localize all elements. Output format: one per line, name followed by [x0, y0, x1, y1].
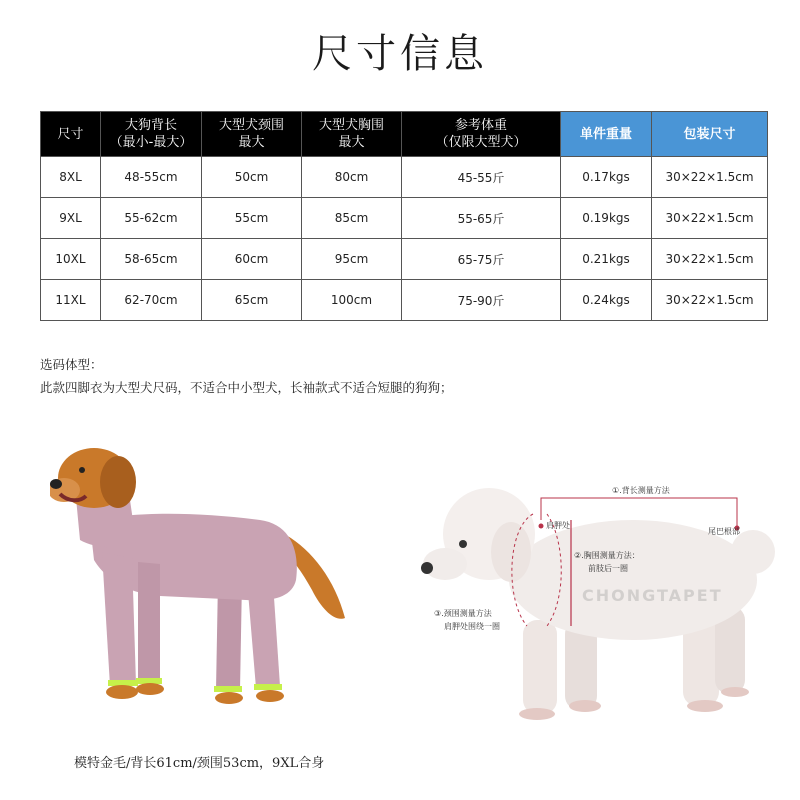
table-row — [41, 198, 768, 239]
cell-back-length: 62-70cm — [101, 280, 202, 321]
cell-chest-girth: 85cm — [302, 198, 402, 239]
cell-size: 9XL — [41, 198, 101, 239]
cell-neck-girth: 50cm — [202, 157, 302, 198]
neck-method-label: ③.颈围测量方法 — [434, 609, 492, 618]
cell-reference-weight: 45-55斤 — [402, 157, 561, 198]
cell-reference-weight: 65-75斤 — [402, 239, 561, 280]
cell-package-size: 30×22×1.5cm — [652, 157, 768, 198]
cell-reference-weight: 55-65斤 — [402, 198, 561, 239]
chest-method-detail: 前肢后一圈 — [588, 564, 628, 573]
cell-item-weight: 0.21kgs — [561, 239, 652, 280]
neck-method-detail: 肩胛处围绕一圈 — [444, 622, 500, 631]
size-selection-note: 此款四脚衣为大型犬尺码，不适合中小型犬，长袖款式不适合短腿的狗狗； — [40, 380, 453, 395]
header-size: 尺寸 — [41, 112, 101, 157]
table-row — [41, 280, 768, 321]
watermark-text: CHONGTAPET — [582, 586, 723, 605]
table-row — [41, 157, 768, 198]
header-back-length: 大狗背长 （最小-最大） — [101, 112, 202, 157]
cell-item-weight: 0.24kgs — [561, 280, 652, 321]
back-length-label: ①.背长测量方法 — [612, 486, 670, 495]
model-caption: 模特金毛/背长61cm/颈围53cm，9XL合身 — [74, 756, 325, 771]
cell-package-size: 30×22×1.5cm — [652, 239, 768, 280]
header-chest-girth: 大型犬胸围 最大 — [302, 112, 402, 157]
cell-item-weight: 0.19kgs — [561, 198, 652, 239]
page-title: 尺寸信息 — [312, 31, 488, 77]
cell-reference-weight: 75-90斤 — [402, 280, 561, 321]
cell-back-length: 58-65cm — [101, 239, 202, 280]
cell-package-size: 30×22×1.5cm — [652, 280, 768, 321]
cell-neck-girth: 60cm — [202, 239, 302, 280]
cell-chest-girth: 95cm — [302, 239, 402, 280]
cell-package-size: 30×22×1.5cm — [652, 198, 768, 239]
cell-size: 10XL — [41, 239, 101, 280]
cell-back-length: 55-62cm — [101, 198, 202, 239]
cell-chest-girth: 100cm — [302, 280, 402, 321]
header-item-weight: 单件重量 — [561, 112, 652, 157]
cell-size: 11XL — [41, 280, 101, 321]
cell-back-length: 48-55cm — [101, 157, 202, 198]
header-neck-girth: 大型犬颈围 最大 — [202, 112, 302, 157]
cell-size: 8XL — [41, 157, 101, 198]
tail-root-label: 尾巴根部 — [708, 527, 740, 536]
table-header-row — [41, 112, 768, 157]
cell-neck-girth: 65cm — [202, 280, 302, 321]
table-row — [41, 239, 768, 280]
cell-chest-girth: 80cm — [302, 157, 402, 198]
golden-retriever-model-image — [50, 440, 350, 720]
cell-item-weight: 0.17kgs — [561, 157, 652, 198]
size-table — [40, 111, 768, 321]
shoulder-label: 肩胛处 — [546, 521, 570, 530]
header-reference-weight: 参考体重 （仅限大型犬） — [402, 112, 561, 157]
header-package-size: 包装尺寸 — [652, 112, 768, 157]
cell-neck-girth: 55cm — [202, 198, 302, 239]
size-selection-heading: 选码体型： — [40, 357, 103, 372]
chest-method-label: ②.胸围测量方法： — [574, 551, 640, 560]
